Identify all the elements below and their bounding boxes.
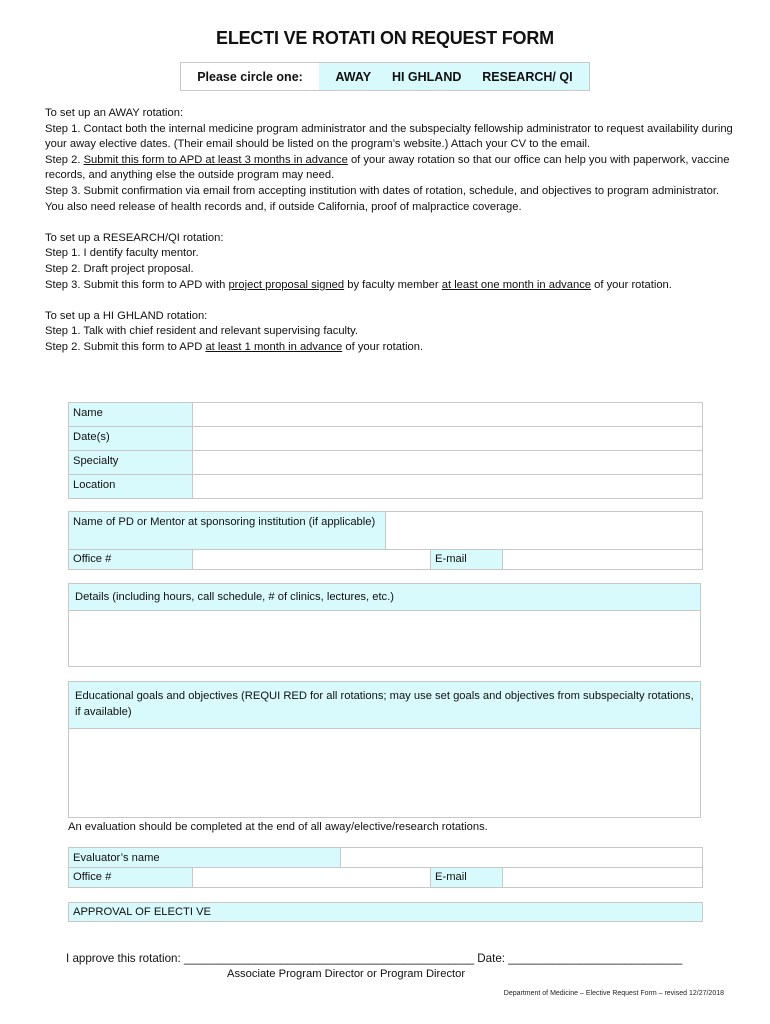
circle-label: Please circle one: <box>181 63 319 90</box>
email-label: E-mail <box>430 549 503 570</box>
research-step3 <box>45 278 735 294</box>
rotation-type-selector <box>180 62 590 91</box>
research-step3-emphasis-2: at least one month in advance <box>441 278 592 291</box>
instructions <box>45 106 735 356</box>
evaluator-label: Evaluator’s name <box>68 847 341 868</box>
research-step3-mid: by faculty member <box>347 278 439 291</box>
option-highland[interactable]: HI GHLAND <box>391 69 462 84</box>
office-field[interactable] <box>192 549 431 570</box>
option-research-qi[interactable]: RESEARCH/ QI <box>482 69 573 84</box>
research-step2: Step 2. Draft project proposal. <box>45 262 194 275</box>
away-step2 <box>45 153 735 184</box>
away-step1: Step 1. Contact both the internal medicine program administrator and the subspecialty fellowship administrator to request availability during your away elective dates. (Their email should be listed on the program’s website.) Attach your CV to the email. <box>45 122 733 151</box>
highland-step1: Step 1. Talk with chief resident and relevant supervising faculty. <box>45 325 359 338</box>
goals-field[interactable] <box>68 728 701 818</box>
evaluation-note: An evaluation should be completed at the end of all away/elective/research rotations. <box>68 821 488 833</box>
page-title: ELECTI VE ROTATI ON REQUEST FORM <box>216 28 554 48</box>
research-step1: Step 1. I dentify faculty mentor. <box>45 247 199 260</box>
option-away[interactable]: AWAY <box>335 69 372 84</box>
location-field[interactable] <box>192 474 703 499</box>
details-label: Details (including hours, call schedule, # of clinics, lectures, etc.) <box>68 583 701 611</box>
pd-mentor-field[interactable] <box>385 511 703 550</box>
pd-mentor-label: Name of PD or Mentor at sponsoring institution (if applicable) <box>68 511 386 550</box>
name-field[interactable] <box>192 402 703 427</box>
details-field[interactable] <box>68 610 701 667</box>
research-step3-post: of your rotation. <box>594 278 672 291</box>
highland-step2-emphasis: at least 1 month in advance <box>205 340 343 353</box>
away-step2-emphasis: Submit this form to APD at least 3 months in advance <box>83 153 348 166</box>
approval-line[interactable]: I approve this rotation: _____________________________________________ Date: ___________________________ <box>66 952 683 965</box>
specialty-field[interactable] <box>192 450 703 475</box>
research-step3-emphasis-1: project proposal signed <box>228 278 345 291</box>
research-step3-pre: Step 3. Submit this form to APD with <box>45 278 226 291</box>
name-label: Name <box>68 402 193 427</box>
dates-label: Date(s) <box>68 426 193 451</box>
research-heading: To set up a RESEARCH/QI rotation: <box>45 231 224 244</box>
away-step2-pre: Step 2. <box>45 153 81 166</box>
office2-field[interactable] <box>192 867 431 888</box>
away-heading: To set up an AWAY rotation: <box>45 107 184 119</box>
office-label: Office # <box>68 549 193 570</box>
approver-role: Associate Program Director or Program Director <box>227 968 466 980</box>
highland-heading: To set up a HI GHLAND rotation: <box>45 309 208 322</box>
highland-step2-pre: Step 2. Submit this form to APD <box>45 340 203 353</box>
email-field[interactable] <box>502 549 703 570</box>
approval-header: APPROVAL OF ELECTI VE <box>68 902 703 922</box>
highland-step2 <box>45 340 735 356</box>
location-label: Location <box>68 474 193 499</box>
footer-revision: Department of Medicine – Elective Request Form – revised 12/27/2018 <box>503 990 724 997</box>
away-step2-post: of your away rotation so that our office can help you with paperwork, vaccine records, and anything else the outside program may need. <box>45 153 730 182</box>
dates-field[interactable] <box>192 426 703 451</box>
office2-label: Office # <box>68 867 193 888</box>
away-step3: Step 3. Submit confirmation via email from accepting institution with dates of rotation, schedule, and objectives to program administrator. You also need release of health records and, if outside California, proof of malpractice coverage. <box>45 184 720 213</box>
email2-field[interactable] <box>502 867 703 888</box>
rotation-options <box>319 63 589 90</box>
highland-step2-post: of your rotation. <box>345 340 424 353</box>
specialty-label: Specialty <box>68 450 193 475</box>
email2-label: E-mail <box>430 867 503 888</box>
evaluator-field[interactable] <box>340 847 703 868</box>
goals-label: Educational goals and objectives (REQUI RED for all rotations; may use set goals and objectives from subspecialty rotations, if available) <box>68 681 701 729</box>
